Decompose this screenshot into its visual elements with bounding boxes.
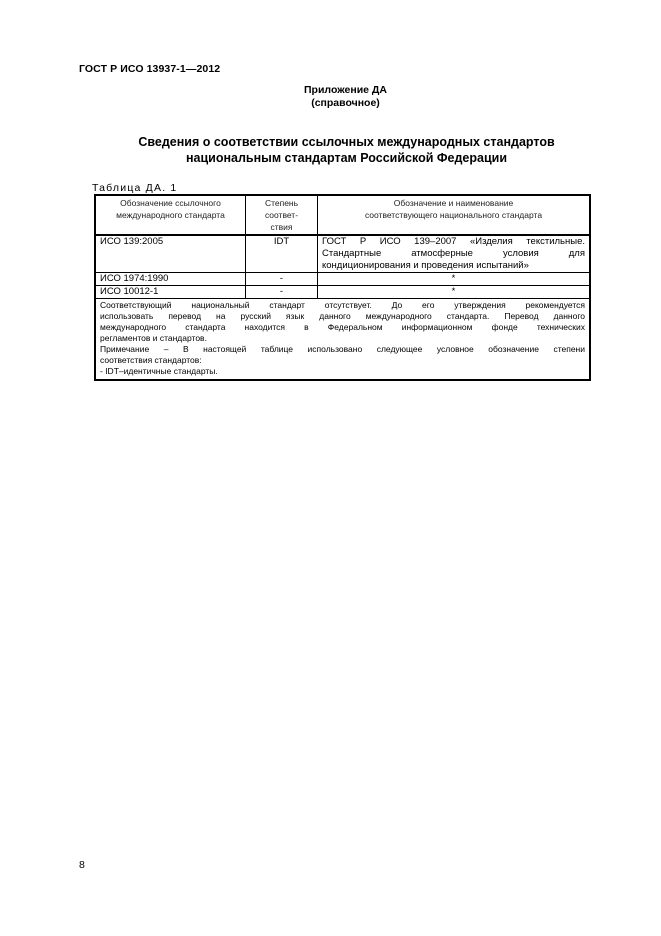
header-text: международного стандарта: [116, 210, 225, 220]
note-line: Примечание – В настоящей таблице использовано следующее условное обозначение степени: [100, 344, 585, 354]
correspondence-table: [94, 194, 591, 381]
table-footnote: [95, 299, 590, 381]
note-line: - IDT–идентичные стандарты.: [100, 366, 218, 376]
table-row: [95, 286, 590, 299]
header-national-standard: [318, 195, 591, 235]
cell-degree: -: [246, 286, 318, 299]
table-header-row: [95, 195, 590, 235]
section-title-line-1: Сведения о соответствии ссылочных международных стандартов: [138, 135, 555, 149]
header-text: соответствующего национального стандарта: [364, 210, 543, 220]
appendix-heading: [0, 84, 661, 110]
cell-degree: IDT: [246, 235, 318, 273]
cell-national-line: кондиционирования и проведения испытаний»: [322, 260, 529, 271]
cell-national: *: [318, 273, 591, 286]
header-text: Обозначение и наименование: [393, 198, 514, 208]
footnote-line: регламентов и стандартов.: [100, 333, 207, 343]
section-title-line-2: национальным стандартам Российской Федерации: [185, 151, 508, 165]
header-text: ствия: [270, 222, 293, 232]
footnote-line: международного стандарта находится в Федеральном информационном фонде технических: [100, 322, 585, 332]
section-title: [79, 134, 614, 166]
header-text: Степень: [264, 198, 299, 208]
cell-standard: ИСО 139:2005: [95, 235, 246, 273]
table-caption: Таблица ДА. 1: [92, 182, 178, 194]
header-reference-standard: [95, 195, 246, 235]
cell-national-line: Стандартные атмосферные условия для: [322, 248, 585, 259]
table-row: [95, 235, 590, 273]
cell-national: [318, 235, 591, 273]
cell-national: *: [318, 286, 591, 299]
cell-degree: -: [246, 273, 318, 286]
document-header: ГОСТ Р ИСО 13937-1—2012: [79, 63, 221, 75]
appendix-subtitle: (справочное): [311, 97, 380, 109]
page-number: 8: [79, 859, 85, 871]
cell-standard: ИСО 10012-1: [95, 286, 246, 299]
header-text: соответ-: [264, 210, 299, 220]
appendix-title: Приложение ДА: [304, 84, 387, 96]
header-text: Обозначение ссылочного: [120, 198, 221, 208]
note-line: соответствия стандартов:: [100, 355, 202, 365]
table-footnote-row: [95, 299, 590, 381]
cell-standard: ИСО 1974:1990: [95, 273, 246, 286]
footnote-line: Соответствующий национальный стандарт отсутствует. До его утверждения рекомендуется: [100, 300, 585, 310]
table-row: [95, 273, 590, 286]
cell-national-line: ГОСТ Р ИСО 139–2007 «Изделия текстильные.: [322, 236, 585, 247]
footnote-line: использовать перевод на русский язык данного международного стандарта. Перевод данного: [100, 311, 585, 321]
header-degree: [246, 195, 318, 235]
